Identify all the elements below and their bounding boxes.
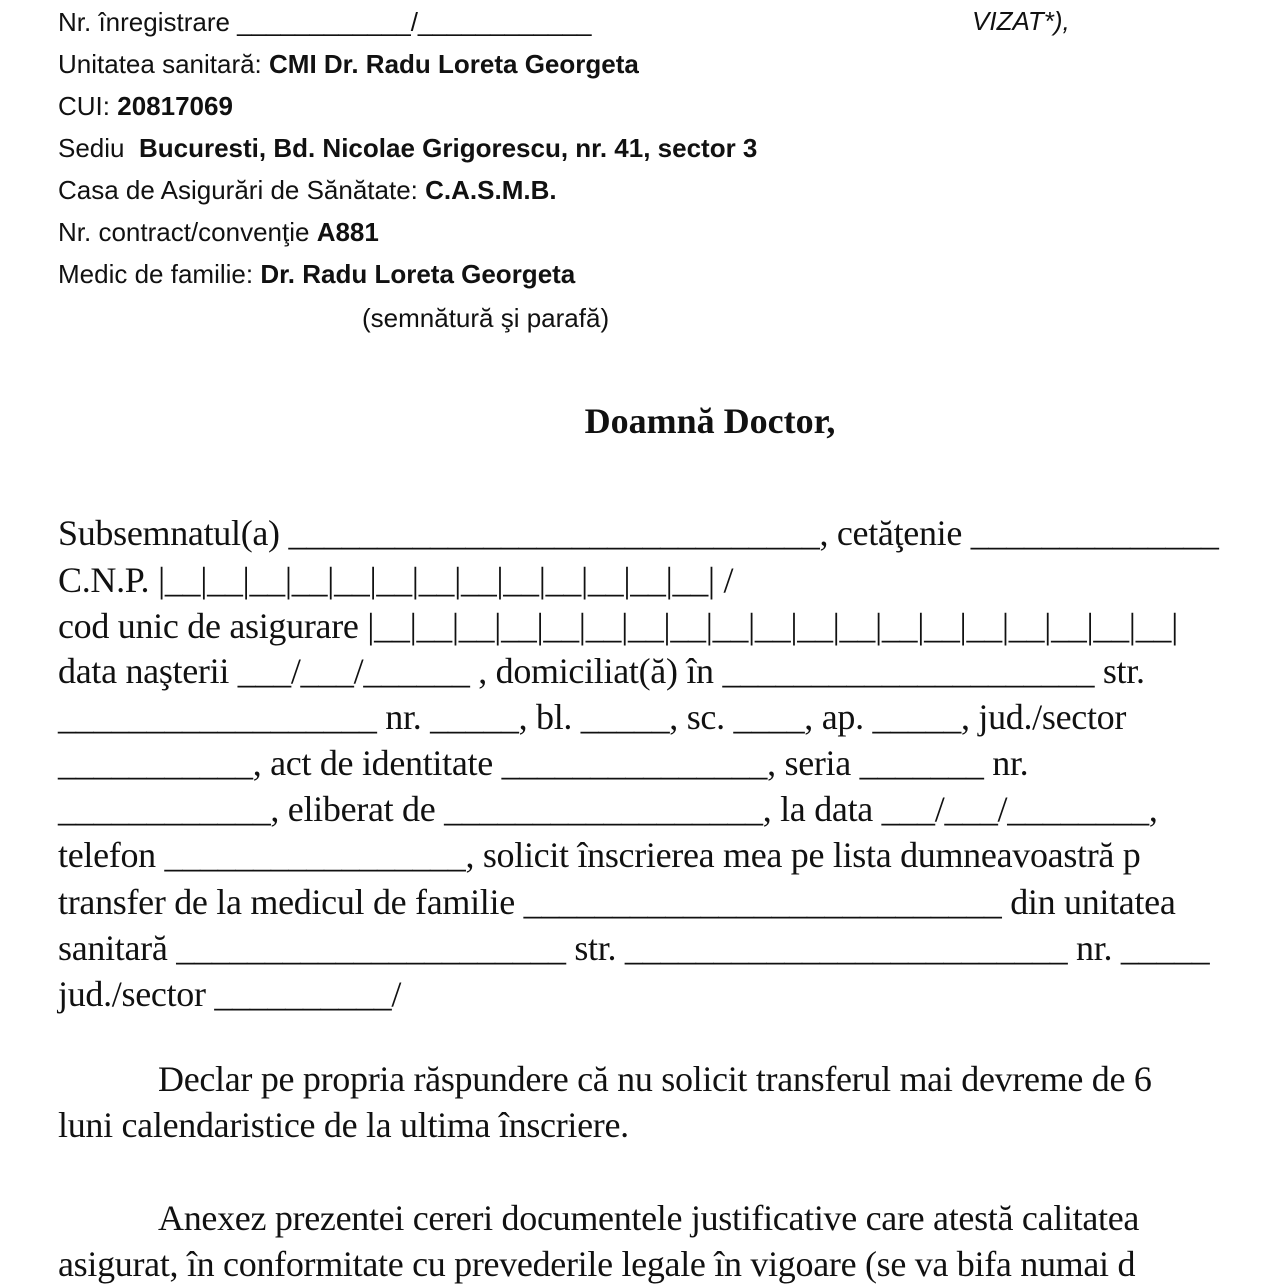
cui-value: 20817069	[117, 91, 233, 121]
cui-label: CUI:	[58, 91, 118, 121]
declaration-paragraph-line: luni calendaristice de la ultima înscriere.	[58, 1105, 629, 1145]
unit-line	[58, 48, 639, 80]
annex-paragraph-line: Anexez prezentei cereri documentele justificative care atestă calitatea	[158, 1198, 1140, 1238]
registration-line: Nr. înregistrare ____________/____________	[58, 7, 592, 37]
insurance-code-line: cod unic de asigurare |__|__|__|__|__|__|__|__|__|__|__|__|__|__|__|__|__|__|__|	[58, 606, 1179, 646]
form-line: __________________ nr. _____, bl. _____, sc. ____, ap. _____, jud./sector	[58, 697, 1127, 737]
doctor-value: Dr. Radu Loreta Georgeta	[260, 259, 576, 289]
cnp-line: C.N.P. |__|__|__|__|__|__|__|__|__|__|__|__|__| /	[58, 560, 734, 600]
doctor-label: Medic de familie:	[58, 259, 261, 289]
form-line: sanitară ______________________ str. _________________________ nr. _____	[58, 928, 1210, 968]
contract-line	[58, 216, 379, 248]
form-line: ___________, act de identitate _______________, seria _______ nr.	[58, 743, 1029, 783]
casa-label: Casa de Asigurări de Sănătate:	[58, 175, 426, 205]
cui-line	[58, 90, 233, 122]
declaration-paragraph-line: Declar pe propria răspundere că nu solicit transferul mai devreme de 6	[158, 1059, 1152, 1099]
form-line: ____________, eliberat de __________________, la data ___/___/________,	[58, 789, 1158, 829]
form-line: data naşterii ___/___/______ , domiciliat(ă) în _____________________ str.	[58, 651, 1145, 691]
seat-label: Sediu	[58, 133, 139, 163]
annex-paragraph-line: asigurat, în conformitate cu prevederile legale în vigoare (se va bifa numai d	[58, 1244, 1136, 1284]
signature-note: (semnătură şi parafă)	[362, 303, 610, 333]
unit-value: CMI Dr. Radu Loreta Georgeta	[269, 49, 639, 79]
form-line: jud./sector __________/	[58, 974, 402, 1014]
doctor-line	[58, 258, 575, 290]
form-line: transfer de la medicul de familie ___________________________ din unitatea	[58, 882, 1176, 922]
contract-label: Nr. contract/convenţie	[58, 217, 317, 247]
unit-label: Unitatea sanitară:	[58, 49, 270, 79]
form-line: telefon _________________, solicit înscrierea mea pe lista dumneavoastră p	[58, 835, 1141, 875]
vizat-label: VIZAT*),	[972, 6, 1070, 36]
casa-value: C.A.S.M.B.	[425, 175, 557, 205]
casa-line	[58, 174, 557, 206]
contract-value: A881	[316, 217, 379, 247]
seat-value: Bucuresti, Bd. Nicolae Grigorescu, nr. 41, sector 3	[138, 133, 758, 163]
seat-line	[58, 132, 757, 164]
form-line: Subsemnatul(a) ______________________________, cetăţenie ______________	[58, 513, 1219, 553]
salutation: Doamnă Doctor,	[584, 401, 836, 441]
